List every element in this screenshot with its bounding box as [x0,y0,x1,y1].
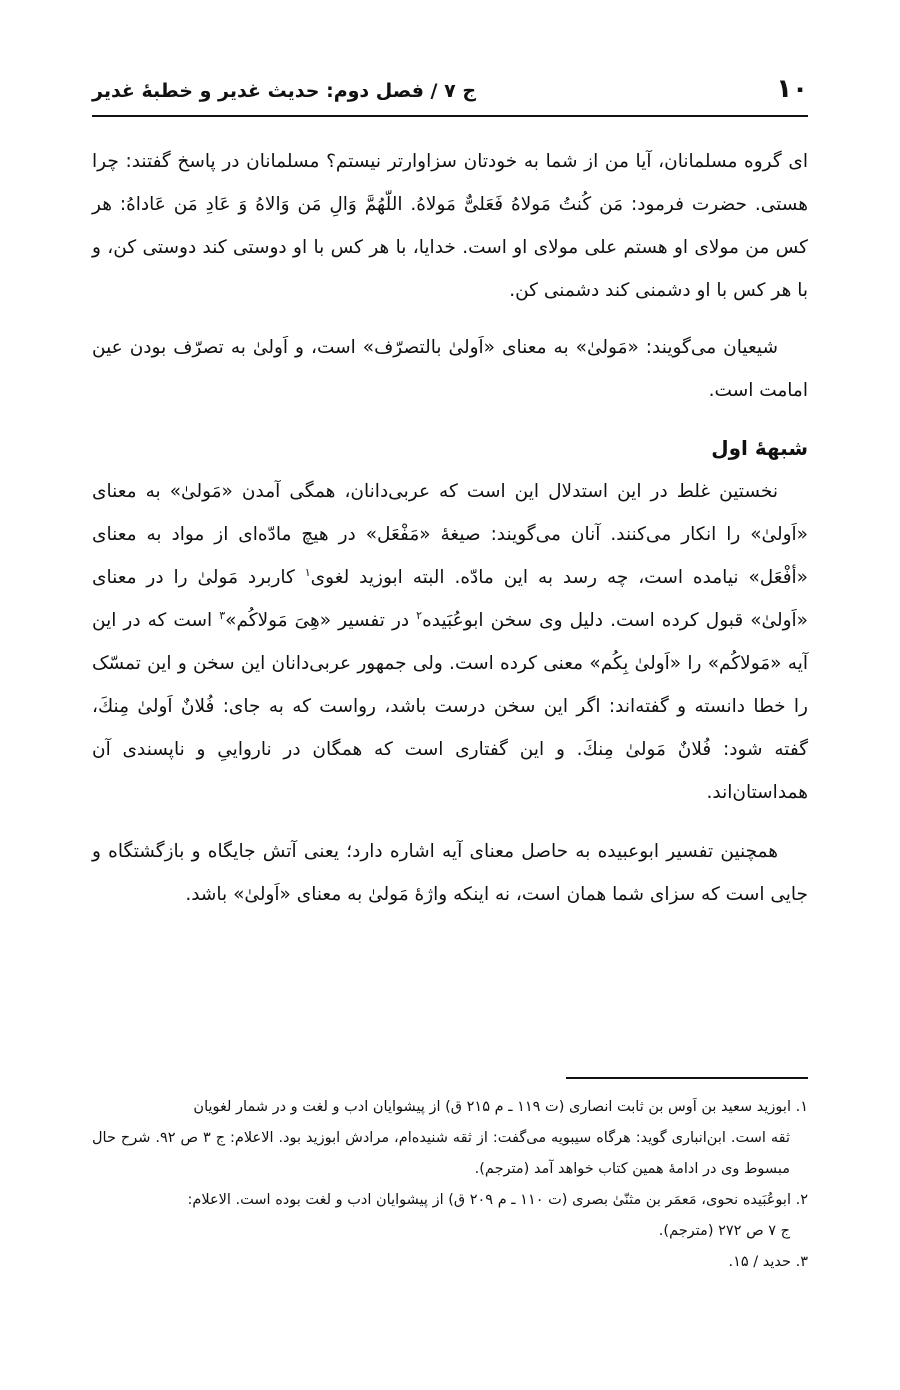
footnote-2 [92,1185,808,1247]
footnote-text: ۲. ابوعُبَیده نحوی، مَعمَر بن مثنّیٰ بصری (ت ۱۱۰ ـ م ۲۰۹ ق) از پیشوایان ادب و لغت بوده است. الاعلام: [187,1192,808,1208]
page-number: ۱۰ [776,74,808,104]
footnote-ref-1[interactable]: ۱ [304,565,311,579]
text-segment: نخستین غلط در این استدلال این است که عربی‌دانان، همگی آمدن «مَولیٰ» به معنای «اَولیٰ» را انکار می‌کنند. آنان می‌گویند: صیغهٔ «مَفْعَل» در هیچ مادّه‌ای از مواد به معنای «أفْعَل» نیامده است، چه رسد به این مادّه. البته ابوزید لغوی [92,481,809,588]
footnote-text: ثقه است. ابن‌انباری گوید: هرگاه سیبویه می‌گفت: از ثقه شنیده‌ام، مرادش ابوزید بود. الاعلام: ج ۳ ص ۹۲. شرح حال مبسوط وی در ادامهٔ همین کتاب خواهد آمد (مترجم). [92,1130,790,1177]
footnote-1 [92,1092,808,1185]
page-header [92,72,808,112]
text-segment: است که در این آیه «مَولاکُم» را «اَولیٰ بِکُم» معنی کرده است. ولی جمهور عربی‌دانان این سخن و این تمسّک را خطا دانسته و گفته‌اند: اگر این سخن درست باشد، رواست که به جای: فُلانٌ اَولیٰ مِنكَ، گفته شود: فُلانٌ مَولیٰ مِنكَ. و این گفتاری است که همگان در نارواییِ و ناپسندی آن همداستان‌اند. [92,610,808,803]
paragraph-shia-claim: شیعیان می‌گویند: «مَولیٰ» به معنای «اَولیٰ بالتصرّف» است، و اَولیٰ به تصرّف بودن عین امامت است. [92,337,808,401]
footnote-text: ج ۷ ص ۲۷۲ (مترجم). [658,1223,790,1239]
footnote-ref-2[interactable]: ۲ [416,608,423,622]
paragraph-first-objection [92,470,808,814]
footnote-rule [566,1077,808,1079]
book-page [92,0,808,1390]
header-rule [92,115,808,117]
footnote-text: ۱. ابوزید سعید بن اَوس بن ثابت انصاری (ت ۱۱۹ ـ م ۲۱۵ ق) از پیشوایان ادب و لغت و در شمار لغویان [193,1099,808,1115]
footnotes [92,1092,808,1278]
running-head: ج ۷ / فصل دوم: حدیث غدیر و خطبهٔ غدیر [92,80,477,102]
body-text [92,140,808,916]
footnote-text: ۳. حدید / ۱۵. [728,1254,808,1270]
text-segment: کاربرد مَولیٰ را در معنای «اَولیٰ» قبول کرده است. دلیل وی سخن ابوعُبَیده [92,567,808,631]
paragraph-hadith: ای گروه مسلمانان، آیا من از شما به خودتان سزاوارتر نیستم؟ مسلمانان در پاسخ گفتند: چرا هستی. حضرت فرمود: مَن کُنتُ مَولاهُ فَعَلیٌّ مَولاهُ. اللّهُمَّ وَالِ مَن وَالاهُ وَ عَادِ مَن عَاداهُ: هر کس من مولای او هستم علی مولای او است. خدایا، با هر کس با او دوستی کند دوستی کن، و با هر کس با او دشمنی کند دشمنی کن. [92,151,808,301]
text-segment: در تفسیر «هِیَ مَولاکُم» [225,610,417,631]
footnote-ref-3[interactable]: ۳ [219,608,226,622]
paragraph-abu-ubayda: همچنین تفسیر ابوعبیده به حاصل معنای آیه اشاره دارد؛ یعنی آتش جایگاه و بازگشتگاه و جایی است که سزای شما همان است، نه اینکه واژهٔ مَولیٰ به معنای «اَولیٰ» باشد. [92,841,808,905]
footnote-3 [92,1247,808,1278]
section-heading: شبههٔ اول [711,436,808,460]
